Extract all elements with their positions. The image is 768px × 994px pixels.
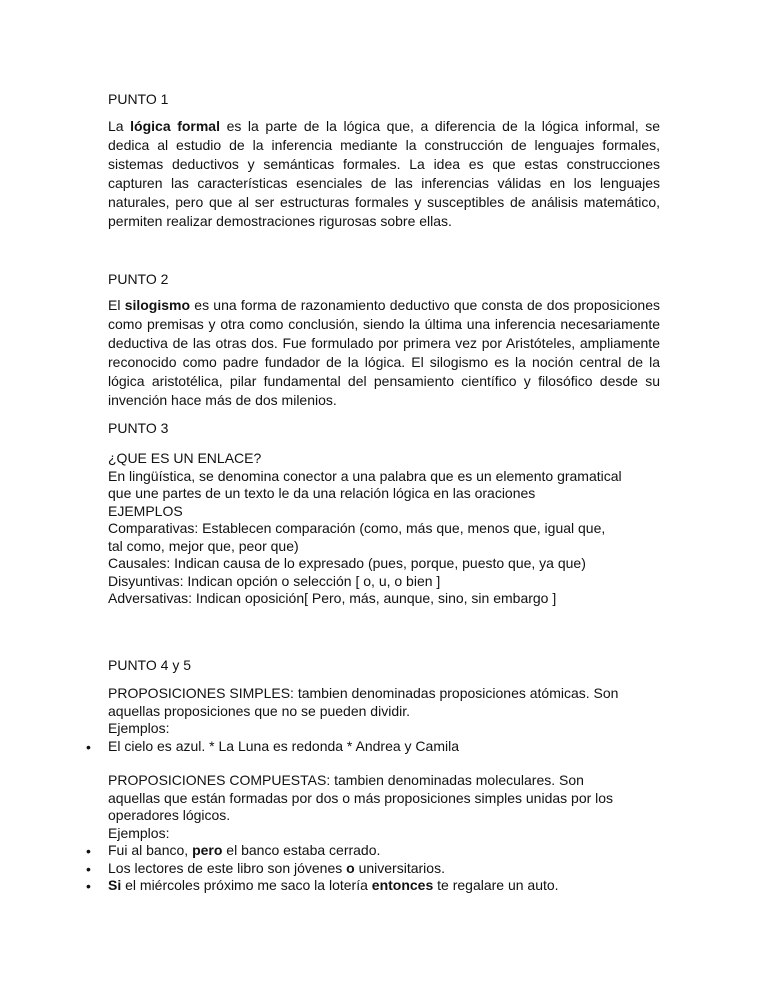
punto45-heading: PUNTO 4 y 5 [108,657,191,673]
punto3-example-comparativas-line2: tal como, mejor que, peor que) [108,537,299,554]
punto1-body: es la parte de la lógica que, a diferencia de la lógica informal, se dedica al estudio de la inferencia mediante la construcción de lenguajes formales, sistemas deductivos y semánticas formales. La idea es que estas construcciones capturen las características esenciales de las inferencias válidas en los lenguajes naturales, pero que al ser estructuras formales y susceptibles de análisis matemático, permiten realizar demostraciones rigurosas sobre ellas. [108,118,660,229]
compuestas-bullet-item-3 [108,877,660,895]
simples-line1: PROPOSICIONES SIMPLES: tambien denominadas proposiciones atómicas. Son [108,685,619,701]
b3-post: te regalare un auto. [433,877,559,893]
simples-bullet-item: El cielo es azul. * La Luna es redonda * Andrea y Camila [108,737,459,754]
bullet-icon: • [86,738,91,755]
compuestas-line1: PROPOSICIONES COMPUESTAS: tambien denominadas moleculares. Son [108,772,584,788]
punto1-heading: PUNTO 1 [108,91,169,107]
bullet-icon: • [86,878,91,894]
b3-mid: el miércoles próximo me saco la lotería [121,877,372,893]
compuestas-ejemplos-label: Ejemplos: [108,824,170,841]
bullet-icon: • [86,860,91,877]
b2-pre: Los lectores de este libro son jóvenes [108,859,347,876]
punto3-example-adversativas: Adversativas: Indican oposición[ Pero, más, aunque, sino, sin embargo ] [108,590,557,606]
punto2-heading: PUNTO 2 [108,271,169,287]
b2-post: universitarios. [354,859,445,876]
b3-bold1: Si [108,877,122,893]
punto1-paragraph [108,117,660,231]
punto3-examples-label: EJEMPLOS [108,502,183,519]
punto1-term: lógica formal [130,118,220,134]
compuestas-bullet-item-2 [108,860,660,878]
punto3-heading: PUNTO 3 [108,420,169,436]
punto3-definition-line1: En lingüística, se denomina conector a una palabra que es un elemento gramatical [108,467,622,484]
b1-bold: pero [192,842,223,858]
punto3-question: ¿QUE ES UN ENLACE? [108,450,262,466]
proposiciones-simples [108,685,660,755]
compuestas-bullet-item-1 [108,842,660,860]
punto2-term: silogismo [124,297,191,313]
punto2-body: es una forma de razonamiento deductivo que consta de dos proposiciones como premisas y otra como conclusión, siendo la última una inferencia necesariamente deductiva de las otras dos. Fue formulado por primera vez por Aristóteles, ampliamente reconocido como padre fundador de la lógica. El silogismo es la noción central de la lógica aristotélica, pilar fundamental del pensamiento científico y filosófico desde su invención hace más de dos milenios. [108,297,660,408]
b1-pre: Fui al banco, [108,842,193,858]
punto3-example-causales: Causales: Indican causa de lo expresado (pues, porque, puesto que, ya que) [108,555,586,571]
punto2-intro: El [108,297,125,313]
b3-bold2: entonces [371,877,434,893]
punto3-example-disyuntivas: Disyuntivas: Indican opción o selección [ o, u, o bien ] [108,572,441,589]
simples-ejemplos-label: Ejemplos: [108,720,170,736]
compuestas-line3: operadores lógicos. [108,807,231,823]
punto3-content [108,450,660,608]
bullet-icon: • [86,843,91,859]
punto2-paragraph [108,296,660,410]
punto1-intro: La [108,118,131,134]
punto3-example-comparativas-line1: Comparativas: Establecen comparación (como, más que, menos que, igual que, [108,520,606,536]
b1-post: el banco estaba cerrado. [222,842,381,858]
b2-bold: o [346,859,355,876]
punto3-definition-line2: que une partes de un texto le da una relación lógica en las oraciones [108,485,536,501]
proposiciones-compuestas [108,772,660,895]
compuestas-line2: aquellas que están formadas por dos o más proposiciones simples unidas por los [108,789,614,806]
simples-line2: aquellas proposiciones que no se pueden dividir. [108,702,410,719]
